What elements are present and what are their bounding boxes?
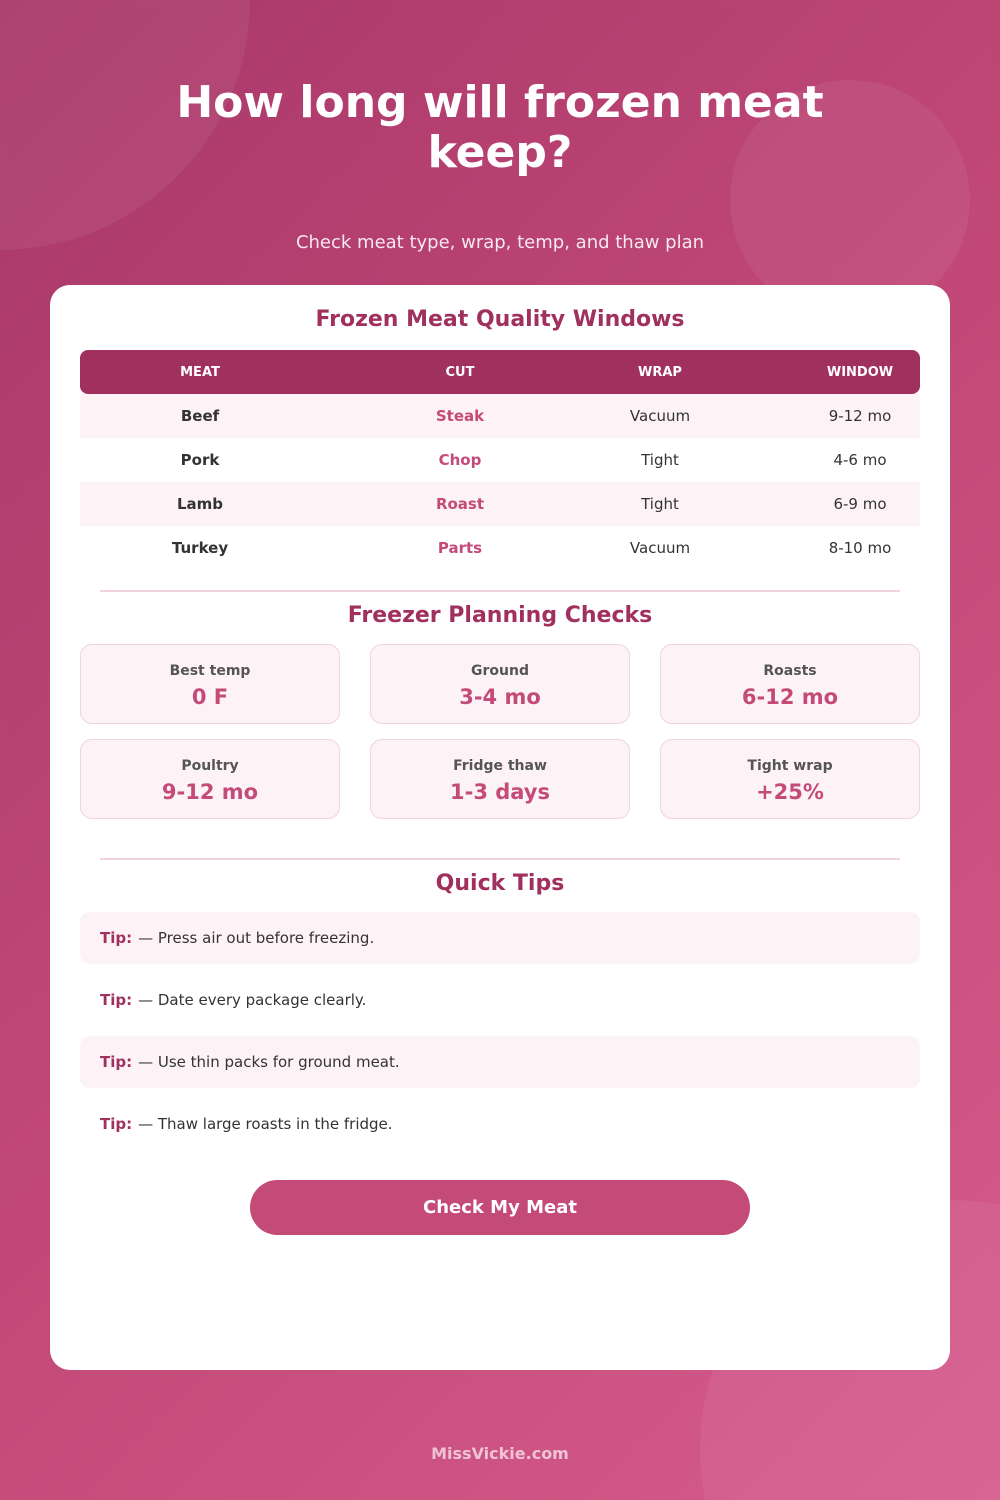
stat-label: Poultry (181, 758, 239, 774)
tip-label: Tip: (100, 929, 133, 947)
stat-label: Tight wrap (747, 758, 833, 774)
tip-item (80, 1098, 920, 1150)
table-row (80, 438, 920, 482)
tip-item (80, 912, 920, 964)
tip-item (80, 1036, 920, 1088)
column-header-window: WINDOW (826, 364, 894, 380)
table-row (80, 482, 920, 526)
stat-label: Fridge thaw (453, 758, 547, 774)
stat-value: 1-3 days (450, 780, 550, 804)
column-header-wrap: WRAP (638, 364, 682, 380)
cell-window: 8-10 mo (828, 539, 892, 557)
footer-brand: MissVickie.com (431, 1444, 569, 1463)
stat-value: 3-4 mo (459, 685, 541, 709)
stat-value: 6-12 mo (741, 685, 839, 709)
stat-label: Best temp (169, 663, 251, 679)
stat-card-fridge-thaw (370, 739, 630, 819)
cell-cut: Steak (435, 407, 485, 425)
tip-text: — Press air out before freezing. (138, 929, 375, 947)
cell-meat: Turkey (171, 539, 229, 557)
check-my-meat-button[interactable]: Check My Meat (250, 1180, 750, 1235)
cell-wrap: Tight (641, 495, 679, 513)
page-title: How long will frozen meat keep? (176, 77, 824, 178)
tip-text: — Date every package clearly. (138, 991, 367, 1009)
section-divider (100, 590, 900, 592)
table-title: Frozen Meat Quality Windows (315, 307, 685, 332)
tip-label: Tip: (100, 1053, 133, 1071)
cell-cut: Parts (437, 539, 483, 557)
stat-card-ground (370, 644, 630, 724)
stat-card-roasts (660, 644, 920, 724)
cell-meat: Beef (180, 407, 220, 425)
cell-cut: Roast (435, 495, 485, 513)
tips-title: Quick Tips (435, 871, 565, 896)
content-card (50, 285, 950, 1370)
cell-wrap: Vacuum (629, 407, 691, 425)
quality-windows-table (80, 350, 920, 570)
cell-cut: Chop (438, 451, 482, 469)
tip-label: Tip: (100, 991, 133, 1009)
cell-window: 4-6 mo (833, 451, 887, 469)
checks-title: Freezer Planning Checks (347, 603, 653, 628)
table-row (80, 526, 920, 570)
stat-card-poultry (80, 739, 340, 819)
cell-meat: Pork (180, 451, 220, 469)
section-divider (100, 858, 900, 860)
stat-value: 0 F (191, 685, 229, 709)
tip-text: — Thaw large roasts in the fridge. (138, 1115, 393, 1133)
stat-card-tight-wrap (660, 739, 920, 819)
tip-item (80, 974, 920, 1026)
stat-label: Ground (471, 663, 529, 679)
table-row (80, 394, 920, 438)
table-header-row (80, 350, 920, 394)
cell-wrap: Vacuum (629, 539, 691, 557)
column-header-meat: MEAT (180, 364, 220, 380)
column-header-cut: CUT (445, 364, 475, 380)
page-subtitle: Check meat type, wrap, temp, and thaw plan (295, 232, 705, 253)
cell-window: 6-9 mo (833, 495, 887, 513)
cell-meat: Lamb (176, 495, 224, 513)
cell-wrap: Tight (641, 451, 679, 469)
stat-value: 9-12 mo (161, 780, 259, 804)
tip-text: — Use thin packs for ground meat. (138, 1053, 400, 1071)
cell-window: 9-12 mo (828, 407, 892, 425)
tip-label: Tip: (100, 1115, 133, 1133)
stat-label: Roasts (763, 663, 817, 679)
stat-card-best-temp (80, 644, 340, 724)
stat-value: +25% (756, 780, 824, 804)
